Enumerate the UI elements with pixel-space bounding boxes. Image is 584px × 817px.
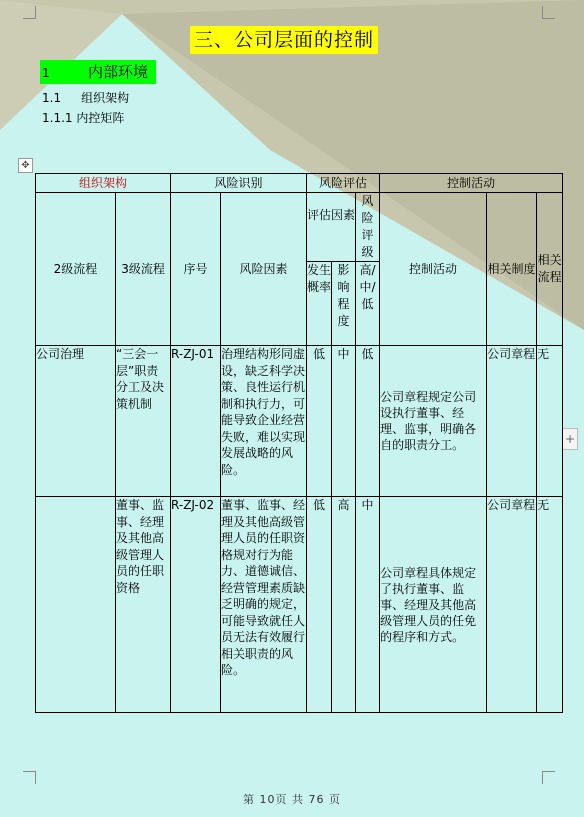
header-eval-factor: 评估因素 <box>307 193 356 262</box>
heading-2-number: 1.1 <box>42 91 62 105</box>
header-impact: 影响程度 <box>332 262 356 346</box>
heading-3: 1.1.1 内控矩阵 <box>42 111 125 125</box>
margin-mark-bottom-left <box>23 771 36 784</box>
margin-mark-bottom-right <box>542 771 555 784</box>
header-high-mid-low: 高/中/低 <box>356 262 380 346</box>
row2-level: 中 <box>356 497 380 713</box>
row2-activity: 公司章程具体规定了执行董事、监事、经理及其他高级管理人员的任免的程序和方式。 <box>380 497 487 713</box>
header-level3: 3级流程 <box>116 193 171 346</box>
page-footer: 第 10页 共 76 页 <box>243 793 341 806</box>
header-activity: 控制活动 <box>380 193 487 346</box>
row2-seq: R-ZJ-02 <box>171 497 221 713</box>
row1-probability: 低 <box>307 346 332 497</box>
header-org: 组织架构 <box>36 174 171 193</box>
margin-mark-top-right <box>542 6 555 19</box>
row1-factor: 治理结构形同虚设，缺乏科学决策、良性运行机制和执行力，可能导致企业经营失败，难以实现发展战略的风险。 <box>221 346 307 497</box>
table-move-handle-icon[interactable]: ✥ <box>18 158 33 173</box>
row1-seq: R-ZJ-01 <box>171 346 221 497</box>
header-process: 相关流程 <box>537 193 563 346</box>
row1-level3: “三会一层”职责分工及决策机制 <box>116 346 171 497</box>
header-level2: 2级流程 <box>36 193 116 346</box>
row2-impact: 高 <box>332 497 356 713</box>
row1-impact: 中 <box>332 346 356 497</box>
header-probability: 发生概率 <box>307 262 332 346</box>
row2-system: 公司章程 <box>487 497 537 713</box>
header-factor: 风险因素 <box>221 193 307 346</box>
header-control: 控制活动 <box>380 174 563 193</box>
header-risk-id: 风险识别 <box>171 174 307 193</box>
heading-2-text: 组织架构 <box>81 91 130 105</box>
row1-activity: 公司章程规定公司设执行董事、经理、监事，明确各自的职责分工。 <box>380 346 487 497</box>
heading-1-text: 内部环境 <box>88 63 149 81</box>
margin-mark-top-left <box>23 6 36 19</box>
row2-level3: 董事、监事、经理及其他高级管理人员的任职资格 <box>116 497 171 713</box>
page-title: 三、公司层面的控制 <box>190 26 378 54</box>
header-seq: 序号 <box>171 193 221 346</box>
add-column-icon[interactable]: + <box>562 428 578 450</box>
row1-level: 低 <box>356 346 380 497</box>
row2-factor: 董事、监事、经理及其他高级管理人员的任职资格规对行为能力、道德诚信、经营管理素质缺乏明确的规定，可能导致就任人员无法有效履行相关职责的风险。 <box>221 497 307 713</box>
header-system: 相关制度 <box>487 193 537 346</box>
row2-probability: 低 <box>307 497 332 713</box>
control-matrix-table <box>35 173 563 713</box>
row1-system: 公司章程 <box>487 346 537 497</box>
heading-2 <box>42 89 129 106</box>
table-row <box>36 346 563 497</box>
table-row <box>36 497 563 713</box>
row2-process: 无 <box>537 497 563 713</box>
row1-process: 无 <box>537 346 563 497</box>
heading-1 <box>40 60 156 84</box>
row2-level2 <box>36 497 116 713</box>
row1-level2: 公司治理 <box>36 346 116 497</box>
heading-1-number: 1 <box>42 66 50 80</box>
header-risk-level: 风险评级 <box>356 193 380 262</box>
header-risk-eval: 风险评估 <box>307 174 380 193</box>
